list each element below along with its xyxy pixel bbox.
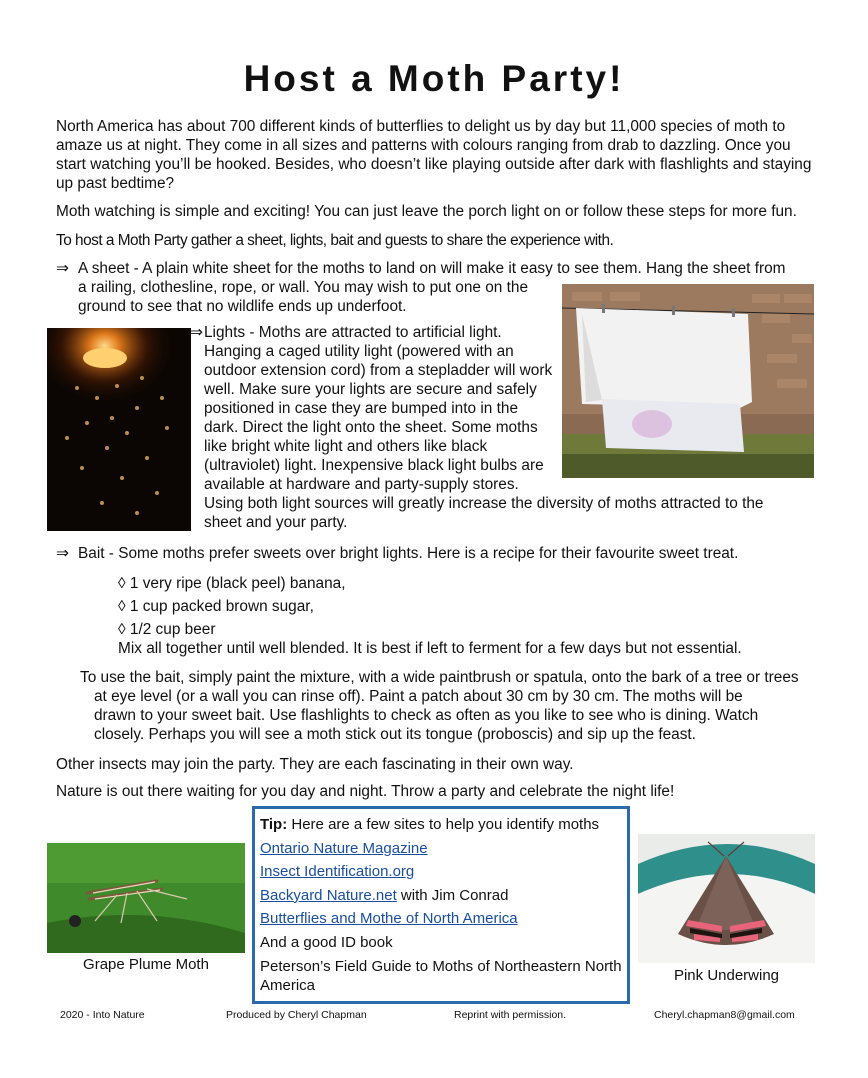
tip-heading-text: Here are a few sites to help you identify moths [287, 816, 600, 833]
lights-line-5: positioned in case they are bumped into in the [204, 400, 519, 417]
use-line-1: To use the bait, simply paint the mixture, with a wide paintbrush or spatula, onto the bark of a tree or trees [80, 669, 799, 686]
mix-instructions: Mix all together until well blended. It is best if left to ferment for a few days but not essential. [118, 640, 742, 657]
lights-line-1 [190, 323, 502, 342]
bait-bullet [56, 544, 738, 563]
diamond-icon: ◊ [118, 621, 126, 638]
use-line-4: closely. Perhaps you will see a moth stick out its tongue (proboscis) and sip up the feast. [94, 726, 696, 743]
lights-line-4: well. Make sure your lights are secure and safely [204, 381, 537, 398]
recipe-item-text: 1 very ripe (black peel) banana, [129, 575, 346, 592]
tip-heading [260, 813, 622, 837]
link-insect-identification[interactable]: Insect Identification.org [260, 863, 415, 881]
grape-plume-moth-caption: Grape Plume Moth [83, 956, 209, 973]
arrow-icon: ⇒ [56, 260, 69, 277]
diamond-icon: ◊ [118, 598, 126, 615]
footer-reprint: Reprint with permission. [454, 1009, 567, 1021]
simple-paragraph: Moth watching is simple and exciting! You can just leave the porch light on or follow these steps for more fun. [56, 203, 797, 220]
nature-paragraph: Nature is out there waiting for you day and night. Throw a party and celebrate the night life! [56, 783, 675, 800]
link-backyard-nature[interactable]: Backyard Nature.net [260, 886, 397, 904]
other-paragraph: Other insects may join the party. They are each fascinating in their own way. [56, 756, 574, 773]
lights-line-10: Using both light sources will greatly increase the diversity of moths attracted to the [204, 495, 764, 512]
diamond-icon: ◊ [118, 575, 126, 592]
recipe-item [118, 620, 215, 639]
recipe-item-text: 1 cup packed brown sugar, [129, 598, 314, 615]
use-line-3: drawn to your sweet bait. Use flashlights to check as often as you like to see who is dining. Watch [94, 707, 759, 724]
footer-producer: Produced by Cheryl Chapman [226, 1009, 367, 1021]
footer-year: 2020 - Into Nature [60, 1009, 145, 1021]
grape-plume-moth-photo [47, 843, 245, 953]
lights-line-6: dark. Direct the light onto the sheet. Some moths [204, 419, 538, 436]
page-title: Host a Moth Party! [243, 58, 625, 99]
link-butterflies-moths[interactable]: Butterflies and Mothe of North America [260, 910, 518, 928]
sheet-line-2: a railing, clothesline, rope, or wall. You may wish to put one on the [78, 279, 529, 296]
lights-line-7: like bright white light and others like black [204, 438, 488, 455]
lights-text-1: Lights - Moths are attracted to artificial light. [204, 324, 502, 341]
footer-email[interactable]: Cheryl.chapman8@gmail.com [654, 1009, 795, 1021]
lights-line-2: Hanging a caged utility light (powered with an [204, 343, 514, 360]
arrow-icon: ⇒ [56, 545, 69, 562]
lights-line-9: available at hardware and party-supply stores. [204, 476, 519, 493]
lights-line-8: (ultraviolet) light. Inexpensive black light bulbs are [204, 457, 544, 474]
arrow-icon: ⇒ [190, 324, 203, 341]
sheet-line-3: ground to see that no wildlife ends up underfoot. [78, 298, 407, 315]
link-ontario-nature[interactable]: Ontario Nature Magazine [260, 839, 428, 857]
host-paragraph: To host a Moth Party gather a sheet, lights, bait and guests to share the experience with. [56, 232, 614, 249]
tip-box [252, 806, 630, 1004]
sheet-line-1: A sheet - A plain white sheet for the moths to land on will make it easy to see them. Hang the sheet from [78, 260, 786, 277]
use-line-2: at eye level (or a wall you can rinse off). Paint a patch about 30 cm by 30 cm. The moths will be [94, 688, 743, 705]
recipe-item-text: 1/2 cup beer [129, 621, 216, 638]
lights-line-3: outdoor extension cord) from a stepladder will work [204, 362, 553, 379]
field-guide-text: Peterson’s Field Guide to Moths of Northeastern North America [260, 957, 622, 994]
intro-paragraph: North America has about 700 different kinds of butterflies to delight us by day but 11,000 species of moth to amaze us at night. They come in all sizes and patterns with colours ranging from drab to dazzling. Once you start watching you’ll be hooked. Besides, who doesn’t like playing outside after dark with flashlights and staying up past bedtime? [56, 118, 812, 192]
recipe-item [118, 574, 345, 593]
lights-line-11: sheet and your party. [204, 514, 348, 531]
pink-underwing-caption: Pink Underwing [673, 967, 780, 984]
lights-photo [47, 328, 191, 531]
tip-label: Tip: [260, 816, 288, 833]
with-jim-text: with Jim Conrad [396, 886, 509, 904]
bait-intro: Bait - Some moths prefer sweets over bright lights. Here is a recipe for their favourite sweet treat. [78, 545, 739, 562]
id-book-text: And a good ID book [260, 933, 393, 951]
sheet-bullet [56, 259, 836, 278]
recipe-item [118, 597, 314, 616]
pink-underwing-photo [638, 834, 815, 963]
sheet-photo [562, 284, 814, 478]
